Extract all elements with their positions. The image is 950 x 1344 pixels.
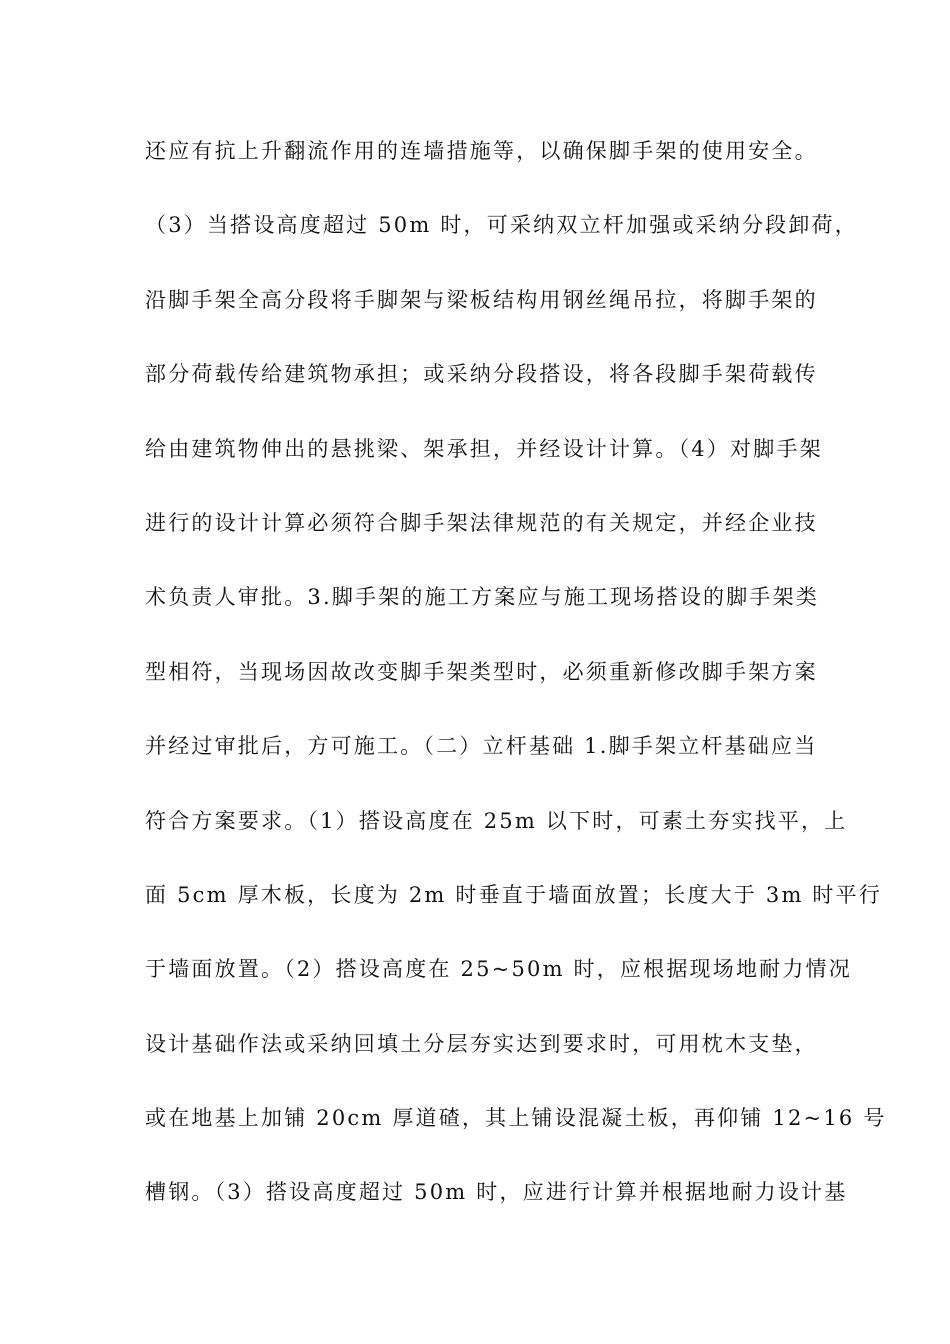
text-line-1: 还应有抗上升翻流作用的连墙措施等，以确保脚手架的使用安全。 [145, 139, 818, 163]
text-line-14: 或在地基上加铺 20cm 厚道碴，其上铺设混凝土板，再仰铺 12~16 号 [145, 1106, 887, 1131]
text-line-12: 于墙面放置。（2）搭设高度在 25~50m 时，应根据现场地耐力情况 [145, 957, 852, 982]
text-line-9: 并经过审批后，方可施工。（二）立杆基础 1.脚手架立杆基础应当 [145, 734, 818, 759]
text-line-8: 型相符，当现场因故改变脚手架类型时，必须重新修改脚手架方案 [145, 659, 818, 684]
body-text [145, 130, 887, 1246]
text-line-3: 沿脚手架全高分段将手脚架与梁板结构用钢丝绳吊拉，将脚手架的 [145, 287, 818, 312]
text-line-4: 部分荷载传给建筑物承担；或采纳分段搭设，将各段脚手架荷载传 [145, 362, 818, 387]
text-line-13: 设计基础作法或采纳回填土分层夯实达到要求时，可用枕木支垫， [145, 1031, 818, 1056]
text-line-2: （3）当搭设高度超过 50m 时，可采纳双立杆加强或采纳分段卸荷， [145, 213, 858, 238]
text-line-15: 槽钢。（3）搭设高度超过 50m 时，应进行计算并根据地耐力设计基 [145, 1180, 848, 1205]
text-line-7: 术负责人审批。3.脚手架的施工方案应与施工现场搭设的脚手架类 [145, 585, 820, 610]
text-line-5: 给由建筑物伸出的悬挑梁、架承担，并经设计计算。（4）对脚手架 [145, 436, 823, 461]
text-line-6: 进行的设计计算必须符合脚手架法律规范的有关规定，并经企业技 [145, 510, 818, 535]
text-line-11: 面 5cm 厚木板，长度为 2m 时垂直于墙面放置；长度大于 3m 时平行 [145, 882, 883, 907]
text-line-10: 符合方案要求。（1）搭设高度在 25m 以下时，可素土夯实找平，上 [145, 808, 848, 833]
